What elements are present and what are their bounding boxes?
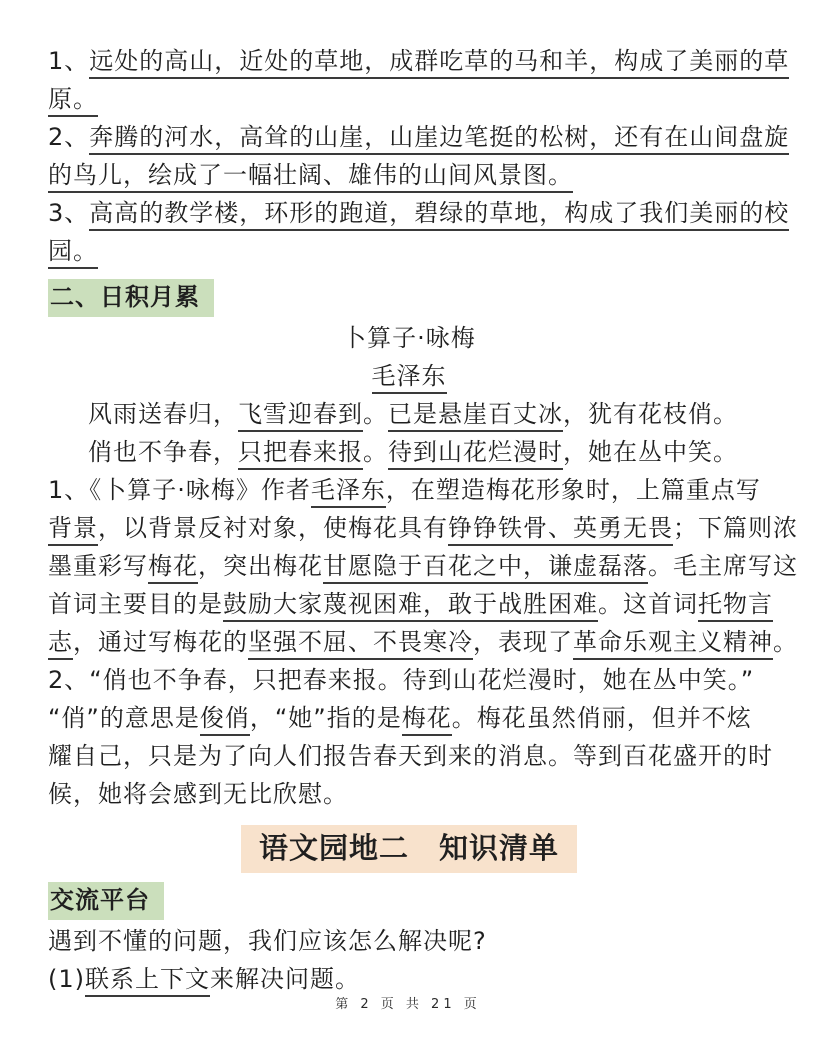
plain-text: 1、《卜算子·咏梅》作者 <box>48 476 311 504</box>
analysis-line-3 <box>48 547 798 585</box>
platform-question <box>48 922 770 960</box>
underlined-text: 托物言 <box>698 590 773 622</box>
underlined-text: 待到山花烂漫时 <box>388 438 563 470</box>
plain-text: 。 <box>363 438 388 466</box>
quote-line-1 <box>48 661 770 699</box>
answer-line-2-cont <box>48 156 770 194</box>
underlined-text: 高高的教学楼，环形的跑道，碧绿的草地，构成了我们美丽的校 <box>89 199 789 231</box>
plain-text: 2、“俏也不争春，只把春来报。待到山花烂漫时，她在丛中笑。” <box>48 666 755 694</box>
plain-text: (1) <box>48 965 85 993</box>
plain-text: 墨重彩写 <box>48 552 148 580</box>
plain-text: 卜算子·咏梅 <box>342 324 476 352</box>
underlined-text: 远处的高山，近处的草地，成群吃草的马和羊，构成了美丽的草 <box>89 47 789 79</box>
underlined-text: 的鸟儿，绘成了一幅壮阔、雄伟的山间风景图。 <box>48 161 573 193</box>
page-footer: 第 2 页 共 21 页 <box>335 997 481 1012</box>
plain-text: 二、日积月累 <box>48 279 214 317</box>
answer-line-1-cont <box>48 80 770 118</box>
underlined-text: 毛泽东 <box>372 362 447 394</box>
plain-text: 候，她将会感到无比欣慰。 <box>48 780 348 808</box>
underlined-text: 背景 <box>48 514 98 546</box>
underlined-text: 坚强不屈、不畏寒冷 <box>248 628 473 660</box>
plain-text: 3、 <box>48 199 90 227</box>
plain-text: ，在塑造梅花形象时，上篇重点写 <box>385 476 761 504</box>
plain-text: 来解决问题。 <box>210 965 360 993</box>
plain-text: 耀自己，只是为了向人们报告春天到来的消息。等到百花盛开的时 <box>48 742 773 770</box>
poem-title <box>48 319 770 357</box>
plain-text: “俏”的意思是 <box>48 704 200 732</box>
plain-text: 。 <box>363 400 388 428</box>
plain-text: 遇到不懂的问题，我们应该怎么解决呢? <box>48 927 487 955</box>
poem-line-2 <box>48 433 770 471</box>
underlined-text: 毛泽东 <box>311 476 386 508</box>
underlined-text: 奔腾的河水，高耸的山崖，山崖边笔挺的松树，还有在山间盘旋 <box>89 123 789 155</box>
plain-text: ；下篇则浓 <box>673 514 798 542</box>
plain-text: 2、 <box>48 123 90 151</box>
analysis-line-5 <box>48 623 798 661</box>
analysis-line-2 <box>48 509 798 547</box>
underlined-text: 志 <box>48 628 73 660</box>
plain-text: ，表现了 <box>473 628 573 656</box>
plain-text: 1、 <box>48 47 90 75</box>
underlined-text: 原。 <box>48 85 98 117</box>
answer-line-3 <box>48 194 790 232</box>
quote-line-2 <box>48 699 770 737</box>
plain-text: ，以背景反衬对象，使梅花具有 <box>98 514 448 542</box>
plain-text: 语文园地二 知识清单 <box>241 825 577 873</box>
plain-text: 首词主要目的是 <box>48 590 223 618</box>
underlined-text: 飞雪迎春到 <box>238 400 363 432</box>
underlined-text: 已是悬崖百丈冰 <box>388 400 563 432</box>
underlined-text: 鼓励大家蔑视困难，敢于战胜困难 <box>223 590 598 622</box>
plain-text: ，通过写梅花的 <box>73 628 248 656</box>
plain-text: ，犹有花枝俏。 <box>563 400 738 428</box>
underlined-text: 革命乐观主义精神 <box>573 628 773 660</box>
plain-text: ，她在丛中笑。 <box>563 438 738 466</box>
underlined-text: 只把春来报 <box>238 438 363 470</box>
plain-text: ，突出梅花 <box>198 552 323 580</box>
underlined-text: 梅花 <box>148 552 198 584</box>
poem-line-1 <box>48 395 770 433</box>
underlined-text: 甘愿隐于百花之中，谦虚磊落 <box>323 552 648 584</box>
plain-text: 。 <box>773 628 798 656</box>
underlined-text: 俊俏 <box>200 704 250 736</box>
underlined-text: 梅花 <box>402 704 452 736</box>
plain-text: 风雨送春归， <box>88 400 238 428</box>
section-heading-riji-yuelei <box>48 278 770 317</box>
poem-author <box>48 357 770 395</box>
plain-text: 。这首词 <box>598 590 698 618</box>
plain-text: 俏也不争春， <box>88 438 238 466</box>
answer-line-1 <box>48 42 790 80</box>
analysis-line-1 <box>48 471 770 509</box>
plain-text: 交流平台 <box>48 882 164 920</box>
answer-line-3-cont <box>48 232 770 270</box>
plain-text: 。梅花虽然俏丽，但并不炫 <box>451 704 752 732</box>
page-title <box>48 825 770 873</box>
section-heading-jiaoliu-pingtai <box>48 881 770 920</box>
analysis-line-4 <box>48 585 773 623</box>
underlined-text: 联系上下文 <box>85 965 210 997</box>
quote-line-4 <box>48 775 770 813</box>
underlined-text: 园。 <box>48 237 98 269</box>
plain-text: 。毛主席写这 <box>648 552 798 580</box>
quote-line-3 <box>48 737 773 775</box>
plain-text: ，“她”指的是 <box>249 704 402 732</box>
answer-line-2 <box>48 118 790 156</box>
underlined-text: 铮铮铁骨、英勇无畏 <box>448 514 673 546</box>
